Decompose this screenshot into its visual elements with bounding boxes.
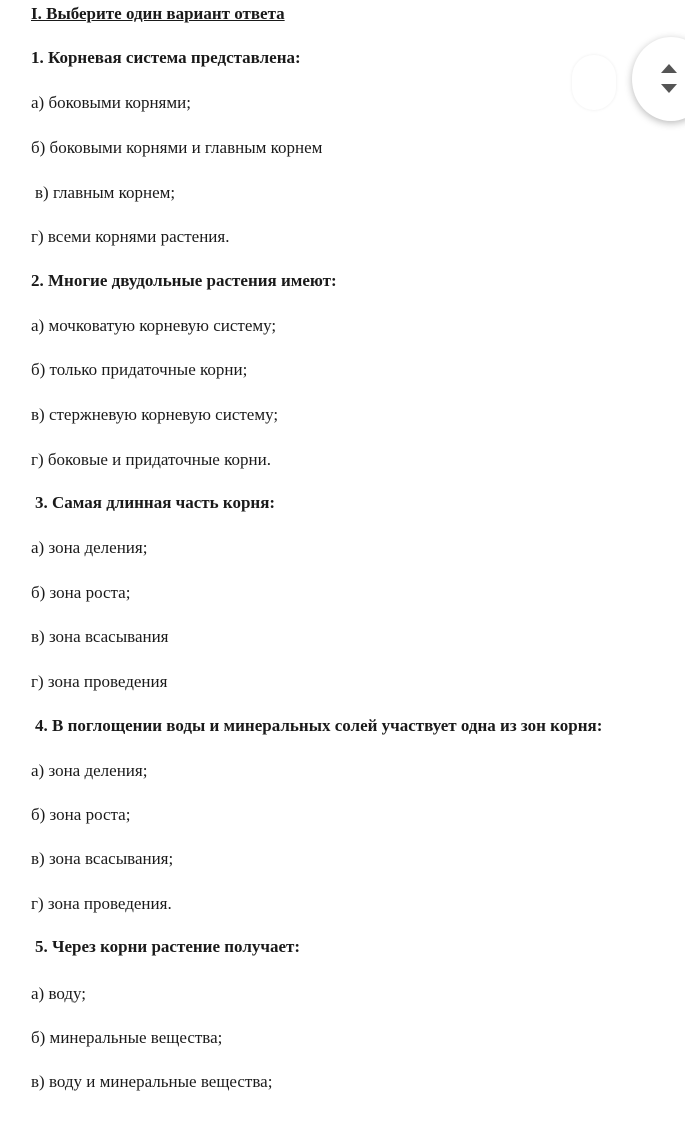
question-4-option-d: г) зона проведения. <box>31 894 172 913</box>
question-3-option-c: в) зона всасывания <box>31 627 169 646</box>
question-4-option-a: а) зона деления; <box>31 761 148 780</box>
question-5-option-c: в) воду и минеральные вещества; <box>31 1072 273 1091</box>
question-3-option-a: а) зона деления; <box>31 538 148 557</box>
question-2-option-c: в) стержневую корневую систему; <box>31 405 279 424</box>
question-1-option-a: а) боковыми корнями; <box>31 93 191 112</box>
question-3-option-b: б) зона роста; <box>31 583 131 602</box>
question-1-option-b: б) боковыми корнями и главным корнем <box>31 138 323 157</box>
question-2-option-a: а) мочковатую корневую систему; <box>31 316 277 335</box>
question-5-option-a: а) воду; <box>31 984 87 1003</box>
question-2-option-b: б) только придаточные корни; <box>31 360 248 379</box>
question-1-option-d: г) всеми корнями растения. <box>31 227 230 246</box>
faded-overlay-button <box>572 55 616 110</box>
question-3-option-d: г) зона проведения <box>31 672 168 691</box>
up-arrow-icon <box>661 64 677 73</box>
question-5-title: 5. Через корни растение получает: <box>35 937 301 956</box>
question-4-title: 4. В поглощении воды и минеральных солей участвует одна из зон корня: <box>35 716 603 735</box>
question-5-option-b: б) минеральные вещества; <box>31 1028 223 1047</box>
section-title: I. Выберите один вариант ответа <box>31 4 285 23</box>
question-4-option-b: б) зона роста; <box>31 805 131 824</box>
question-1-option-c: в) главным корнем; <box>35 183 176 202</box>
scroll-button[interactable] <box>632 37 685 121</box>
down-arrow-icon <box>661 84 677 93</box>
question-1-title: 1. Корневая система представлена: <box>31 48 301 67</box>
question-2-option-d: г) боковые и придаточные корни. <box>31 450 271 469</box>
question-3-title: 3. Самая длинная часть корня: <box>35 493 276 512</box>
question-4-option-c: в) зона всасывания; <box>31 849 174 868</box>
question-2-title: 2. Многие двудольные растения имеют: <box>31 271 337 290</box>
